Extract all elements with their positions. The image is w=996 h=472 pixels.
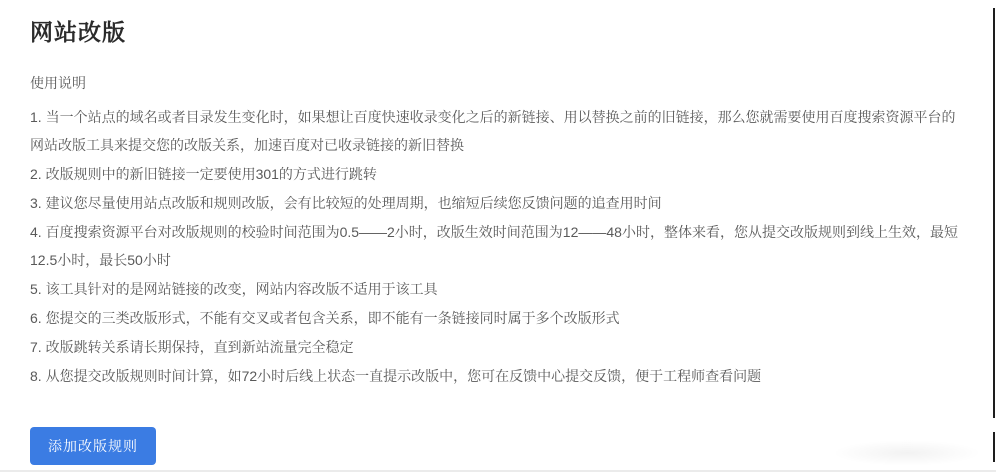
instruction-item-1: 1. 当一个站点的域名或者目录发生变化时，如果想让百度快速收录变化之后的新链接、用以替换之前的旧链接，那么您就需要使用百度搜索资源平台的网站改版工具来提交您的改版关系，加速百度对已收录链接的新旧替换 bbox=[30, 109, 956, 153]
instruction-item-3: 3. 建议您尽量使用站点改版和规则改版，会有比较短的处理周期，也缩短后续您反馈问题的追查用时间 bbox=[30, 195, 662, 211]
page-title: 网站改版 bbox=[30, 19, 126, 45]
instruction-item-8: 8. 从您提交改版规则时间计算，如72小时后线上状态一直提示改版中，您可在反馈中心提交反馈，便于工程师查看问题 bbox=[30, 368, 762, 384]
instruction-item-5: 5. 该工具针对的是网站链接的改变，网站内容改版不适用于该工具 bbox=[30, 281, 438, 297]
instruction-item-2: 2. 改版规则中的新旧链接一定要使用301的方式进行跳转 bbox=[30, 166, 377, 182]
instruction-list bbox=[30, 103, 962, 390]
usage-instructions-heading: 使用说明 bbox=[30, 75, 86, 91]
instruction-item-7: 7. 改版跳转关系请长期保持，直到新站流量完全稳定 bbox=[30, 339, 354, 355]
right-edge-artifact-bottom bbox=[993, 432, 995, 462]
instruction-item-6: 6. 您提交的三类改版形式，不能有交叉或者包含关系，即不能有一条链接同时属于多个改版形式 bbox=[30, 310, 620, 326]
instruction-item-4: 4. 百度搜索资源平台对改版规则的校验时间范围为0.5——2小时，改版生效时间范围为12——48小时，整体来看，您从提交改版规则到线上生效，最短12.5小时，最长50小时 bbox=[30, 224, 958, 268]
right-edge-artifact-top bbox=[993, 8, 995, 418]
add-revision-rule-button[interactable]: 添加改版规则 bbox=[30, 427, 156, 465]
